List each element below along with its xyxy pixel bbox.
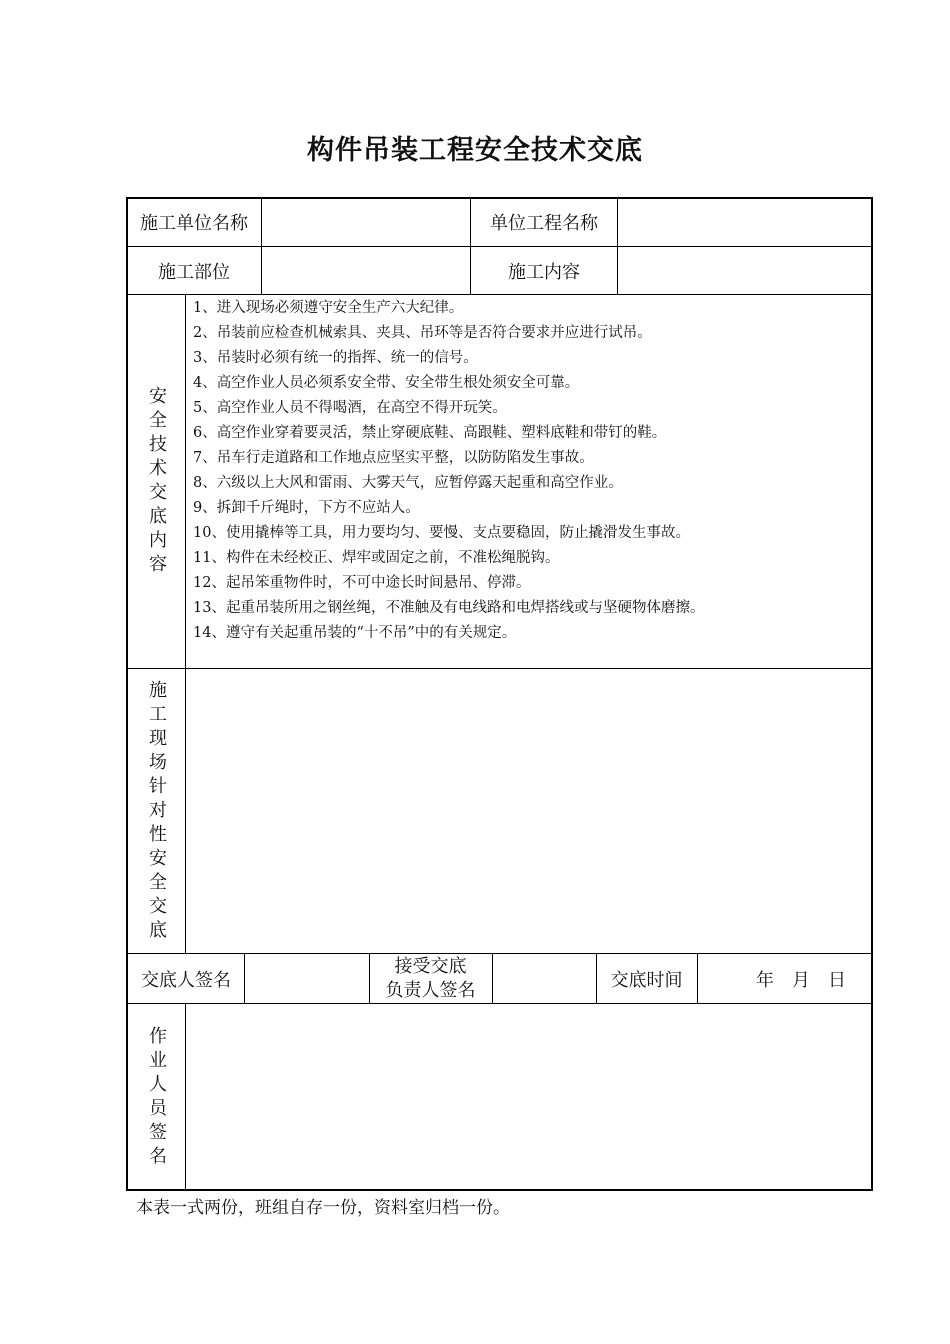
column-divider — [185, 1004, 186, 1190]
column-divider — [617, 197, 618, 295]
receiver-label — [369, 954, 492, 1004]
receiver-label-line2: 负责人签名 — [385, 980, 476, 1001]
safety-item: 13、起重吊装所用之钢丝绳，不准触及有电线路和电焊搭线或与坚硬物体磨擦。 — [193, 600, 705, 616]
safety-item: 11、构件在未经校正、焊牢或固定之前，不准松绳脱钩。 — [193, 550, 560, 566]
row-divider — [126, 953, 873, 954]
row-divider — [126, 668, 873, 669]
row-divider — [126, 294, 873, 295]
safety-item: 1、进入现场必须遵守安全生产六大纪律。 — [193, 300, 464, 316]
table-border-right — [871, 197, 873, 1191]
table-border-top — [126, 197, 873, 199]
safety-item: 9、拆卸千斤绳时，下方不应站人。 — [193, 500, 420, 516]
column-divider — [697, 954, 698, 1004]
table-border-left — [126, 197, 128, 1191]
column-divider — [470, 197, 471, 295]
construction-unit-field[interactable] — [261, 198, 471, 246]
column-divider — [596, 954, 597, 1004]
construction-part-field[interactable] — [261, 246, 471, 295]
project-name-label: 单位工程名称 — [490, 213, 598, 234]
safety-item: 6、高空作业穿着要灵活，禁止穿硬底鞋、高跟鞋、塑料底鞋和带钉的鞋。 — [193, 425, 667, 441]
construction-part-label: 施工部位 — [158, 261, 230, 283]
construction-content-field[interactable] — [617, 246, 872, 295]
safety-item: 14、遵守有关起重吊装的“十不吊”中的有关规定。 — [193, 625, 517, 641]
safety-item: 5、高空作业人员不得喝酒，在高空不得开玩笑。 — [193, 400, 507, 416]
safety-item: 2、吊装前应检查机械索具、夹具、吊环等是否符合要求并应进行试吊。 — [193, 325, 652, 341]
disclosure-time-label: 交底时间 — [610, 970, 683, 991]
safety-item: 7、吊车行走道路和工作地点应坚实平整，以防防陷发生事故。 — [193, 450, 594, 466]
construction-unit-label: 施工单位名称 — [140, 213, 248, 234]
safety-item: 3、吊装时必须有统一的指挥、统一的信号。 — [193, 350, 478, 366]
safety-item: 12、起吊笨重物件时，不可中途长时间悬吊、停滞。 — [193, 575, 531, 591]
safety-content-label: 安全技术交底内容 — [146, 386, 167, 578]
safety-item: 10、使用撬棒等工具，用力要均匀、要慢、支点要稳固，防止撬滑发生事故。 — [193, 525, 690, 541]
safety-item: 8、六级以上大风和雷雨、大雾天气，应暂停露天起重和高空作业。 — [193, 475, 623, 491]
disclosure-date-field[interactable]: 年 月 日 — [756, 970, 846, 991]
receiver-label-line1: 接受交底 — [394, 956, 467, 977]
table-border-bottom — [126, 1189, 873, 1191]
safety-items-list — [193, 296, 868, 646]
column-divider — [369, 954, 370, 1004]
document-title: 构件吊装工程安全技术交底 — [307, 135, 643, 166]
workers-label: 作业人员签名 — [146, 1026, 167, 1170]
receiver-signature-field[interactable] — [492, 954, 596, 1004]
column-divider — [492, 954, 493, 1004]
discloser-label: 交底人签名 — [141, 970, 231, 991]
row-divider — [126, 246, 873, 247]
site-specific-field[interactable] — [185, 669, 872, 954]
site-specific-label: 施工现场针对性安全交底 — [146, 679, 167, 944]
project-name-field[interactable] — [617, 198, 872, 246]
workers-signature-field[interactable] — [185, 1004, 872, 1190]
column-divider — [261, 197, 262, 295]
row-divider — [126, 1003, 873, 1004]
column-divider — [244, 954, 245, 1004]
safety-item: 4、高空作业人员必须系安全带、安全带生根处须安全可靠。 — [193, 375, 580, 391]
discloser-signature-field[interactable] — [245, 954, 369, 1004]
footer-note: 本表一式两份，班组自存一份，资料室归档一份。 — [136, 1198, 510, 1218]
construction-content-label: 施工内容 — [508, 261, 580, 283]
column-divider — [185, 295, 186, 954]
